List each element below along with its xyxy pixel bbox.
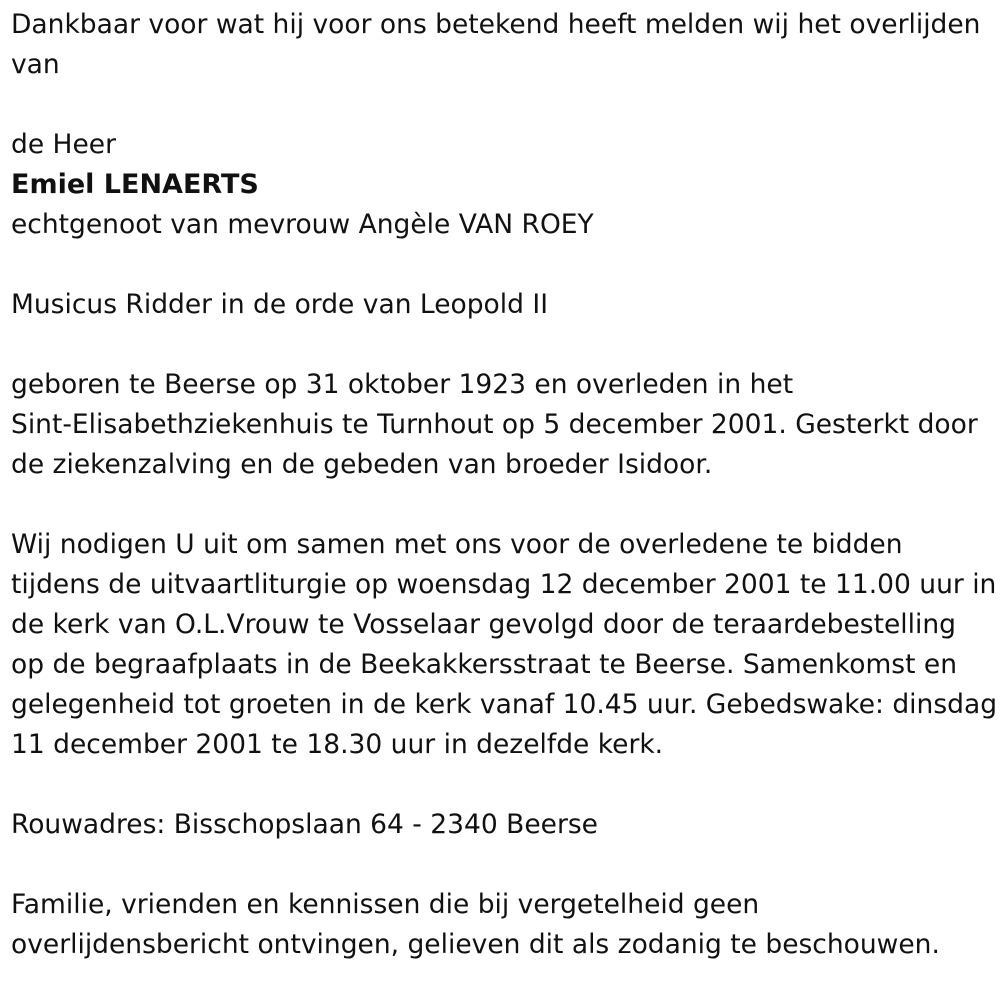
spacer bbox=[11, 485, 996, 525]
paragraph-line: gelegenheid tot groeten in de kerk vanaf 10.45 uur. Gebedswake: dinsdag bbox=[11, 689, 998, 720]
spacer bbox=[11, 245, 996, 285]
intro-line: Dankbaar voor wat hij voor ons betekend heeft melden wij het overlijden bbox=[11, 9, 981, 40]
spacer bbox=[11, 765, 996, 805]
paragraph-line: Wij nodigen U uit om samen met ons voor de overledene te bidden bbox=[11, 529, 903, 560]
spacer bbox=[11, 325, 996, 365]
intro-paragraph bbox=[11, 5, 996, 85]
spacer bbox=[11, 845, 996, 885]
paragraph-line: overlijdensbericht ontvingen, gelieven dit als zodanig te beschouwen. bbox=[11, 929, 940, 960]
paragraph-line: de kerk van O.L.Vrouw te Vosselaar gevolgd door de teraardebestelling bbox=[11, 609, 956, 640]
death-announcement bbox=[11, 5, 996, 965]
paragraph-line: de ziekenzalving en de gebeden van broeder Isidoor. bbox=[11, 449, 713, 480]
honorary-title: Musicus Ridder in de orde van Leopold II bbox=[11, 289, 549, 320]
paragraph-line: Familie, vrienden en kennissen die bij vergetelheid geen bbox=[11, 889, 760, 920]
birth-death-paragraph bbox=[11, 365, 996, 485]
deceased-name: Emiel LENAERTS bbox=[11, 169, 259, 200]
paragraph-line: geboren te Beerse op 31 oktober 1923 en overleden in het bbox=[11, 369, 794, 400]
paragraph-line: tijdens de uitvaartliturgie op woensdag 12 december 2001 te 11.00 uur in bbox=[11, 569, 997, 600]
paragraph-line: Sint-Elisabethziekenhuis te Turnhout op 5 december 2001. Gesterkt door bbox=[11, 409, 978, 440]
paragraph-line: op de begraafplaats in de Beekakkersstraat te Beerse. Samenkomst en bbox=[11, 649, 957, 680]
salutation: de Heer bbox=[11, 129, 116, 160]
spouse-line: echtgenoot van mevrouw Angèle VAN ROEY bbox=[11, 209, 594, 240]
paragraph-line: 11 december 2001 te 18.30 uur in dezelfde kerk. bbox=[11, 729, 664, 760]
spacer bbox=[11, 85, 996, 125]
closing-paragraph bbox=[11, 885, 996, 965]
intro-line: van bbox=[11, 49, 60, 80]
invitation-paragraph bbox=[11, 525, 996, 765]
mourning-address: Rouwadres: Bisschopslaan 64 - 2340 Beerse bbox=[11, 809, 598, 840]
